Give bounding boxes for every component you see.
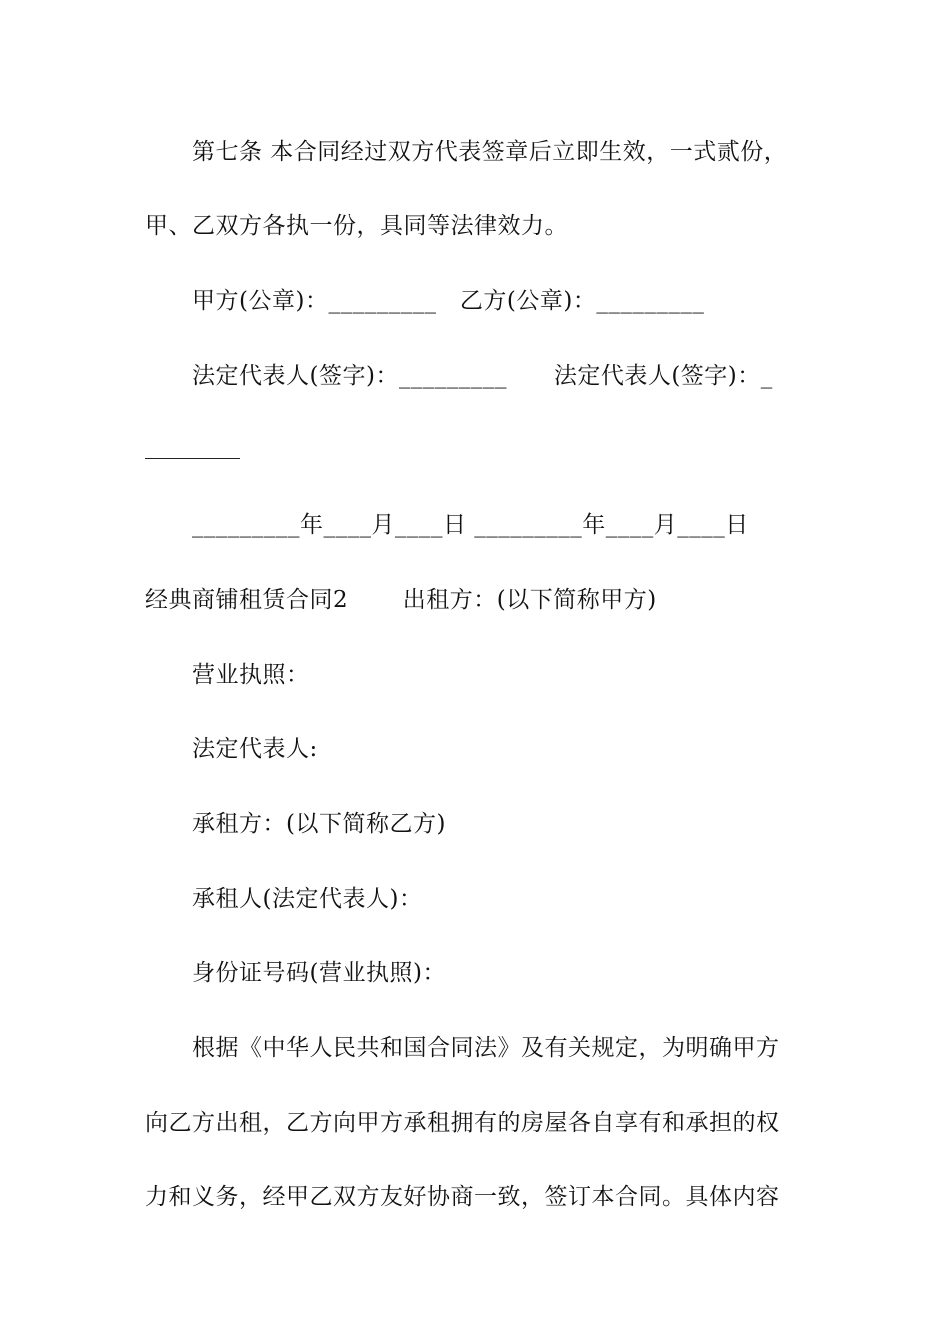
contract-2-title-line: 经典商铺租赁合同2 出租方：(以下简称甲方) — [145, 587, 657, 613]
date-line: _________年____月____日 _________年____月____日 — [192, 512, 749, 538]
business-license-line: 营业执照： — [192, 662, 310, 688]
lessee-line: 承租方：(以下简称乙方) — [192, 811, 446, 837]
legal-representative-line: 法定代表人: — [192, 736, 318, 762]
article-7-line-1: 第七条 本合同经过双方代表签章后立即生效，一式贰份， — [192, 139, 788, 165]
preamble-line-3: 力和义务，经甲乙双方友好协商一致，签订本合同。具体内容 — [145, 1184, 780, 1210]
lessee-person-line: 承租人(法定代表人)： — [192, 886, 423, 912]
legal-rep-signature-line: 法定代表人(签字)：_________ 法定代表人(签字)：_ — [192, 363, 773, 389]
article-7-line-2: 甲、乙双方各执一份，具同等法律效力。 — [145, 213, 568, 239]
party-seal-line: 甲方(公章)：_________ 乙方(公章)：_________ — [192, 288, 705, 314]
preamble-line-2: 向乙方出租，乙方向甲方承租拥有的房屋各自享有和承担的权 — [145, 1110, 780, 1136]
preamble-line-1: 根据《中华人民共和国合同法》及有关规定，为明确甲方 — [192, 1035, 780, 1061]
id-number-line: 身份证号码(营业执照)： — [192, 960, 446, 986]
signature-blank-continuation — [145, 458, 240, 459]
